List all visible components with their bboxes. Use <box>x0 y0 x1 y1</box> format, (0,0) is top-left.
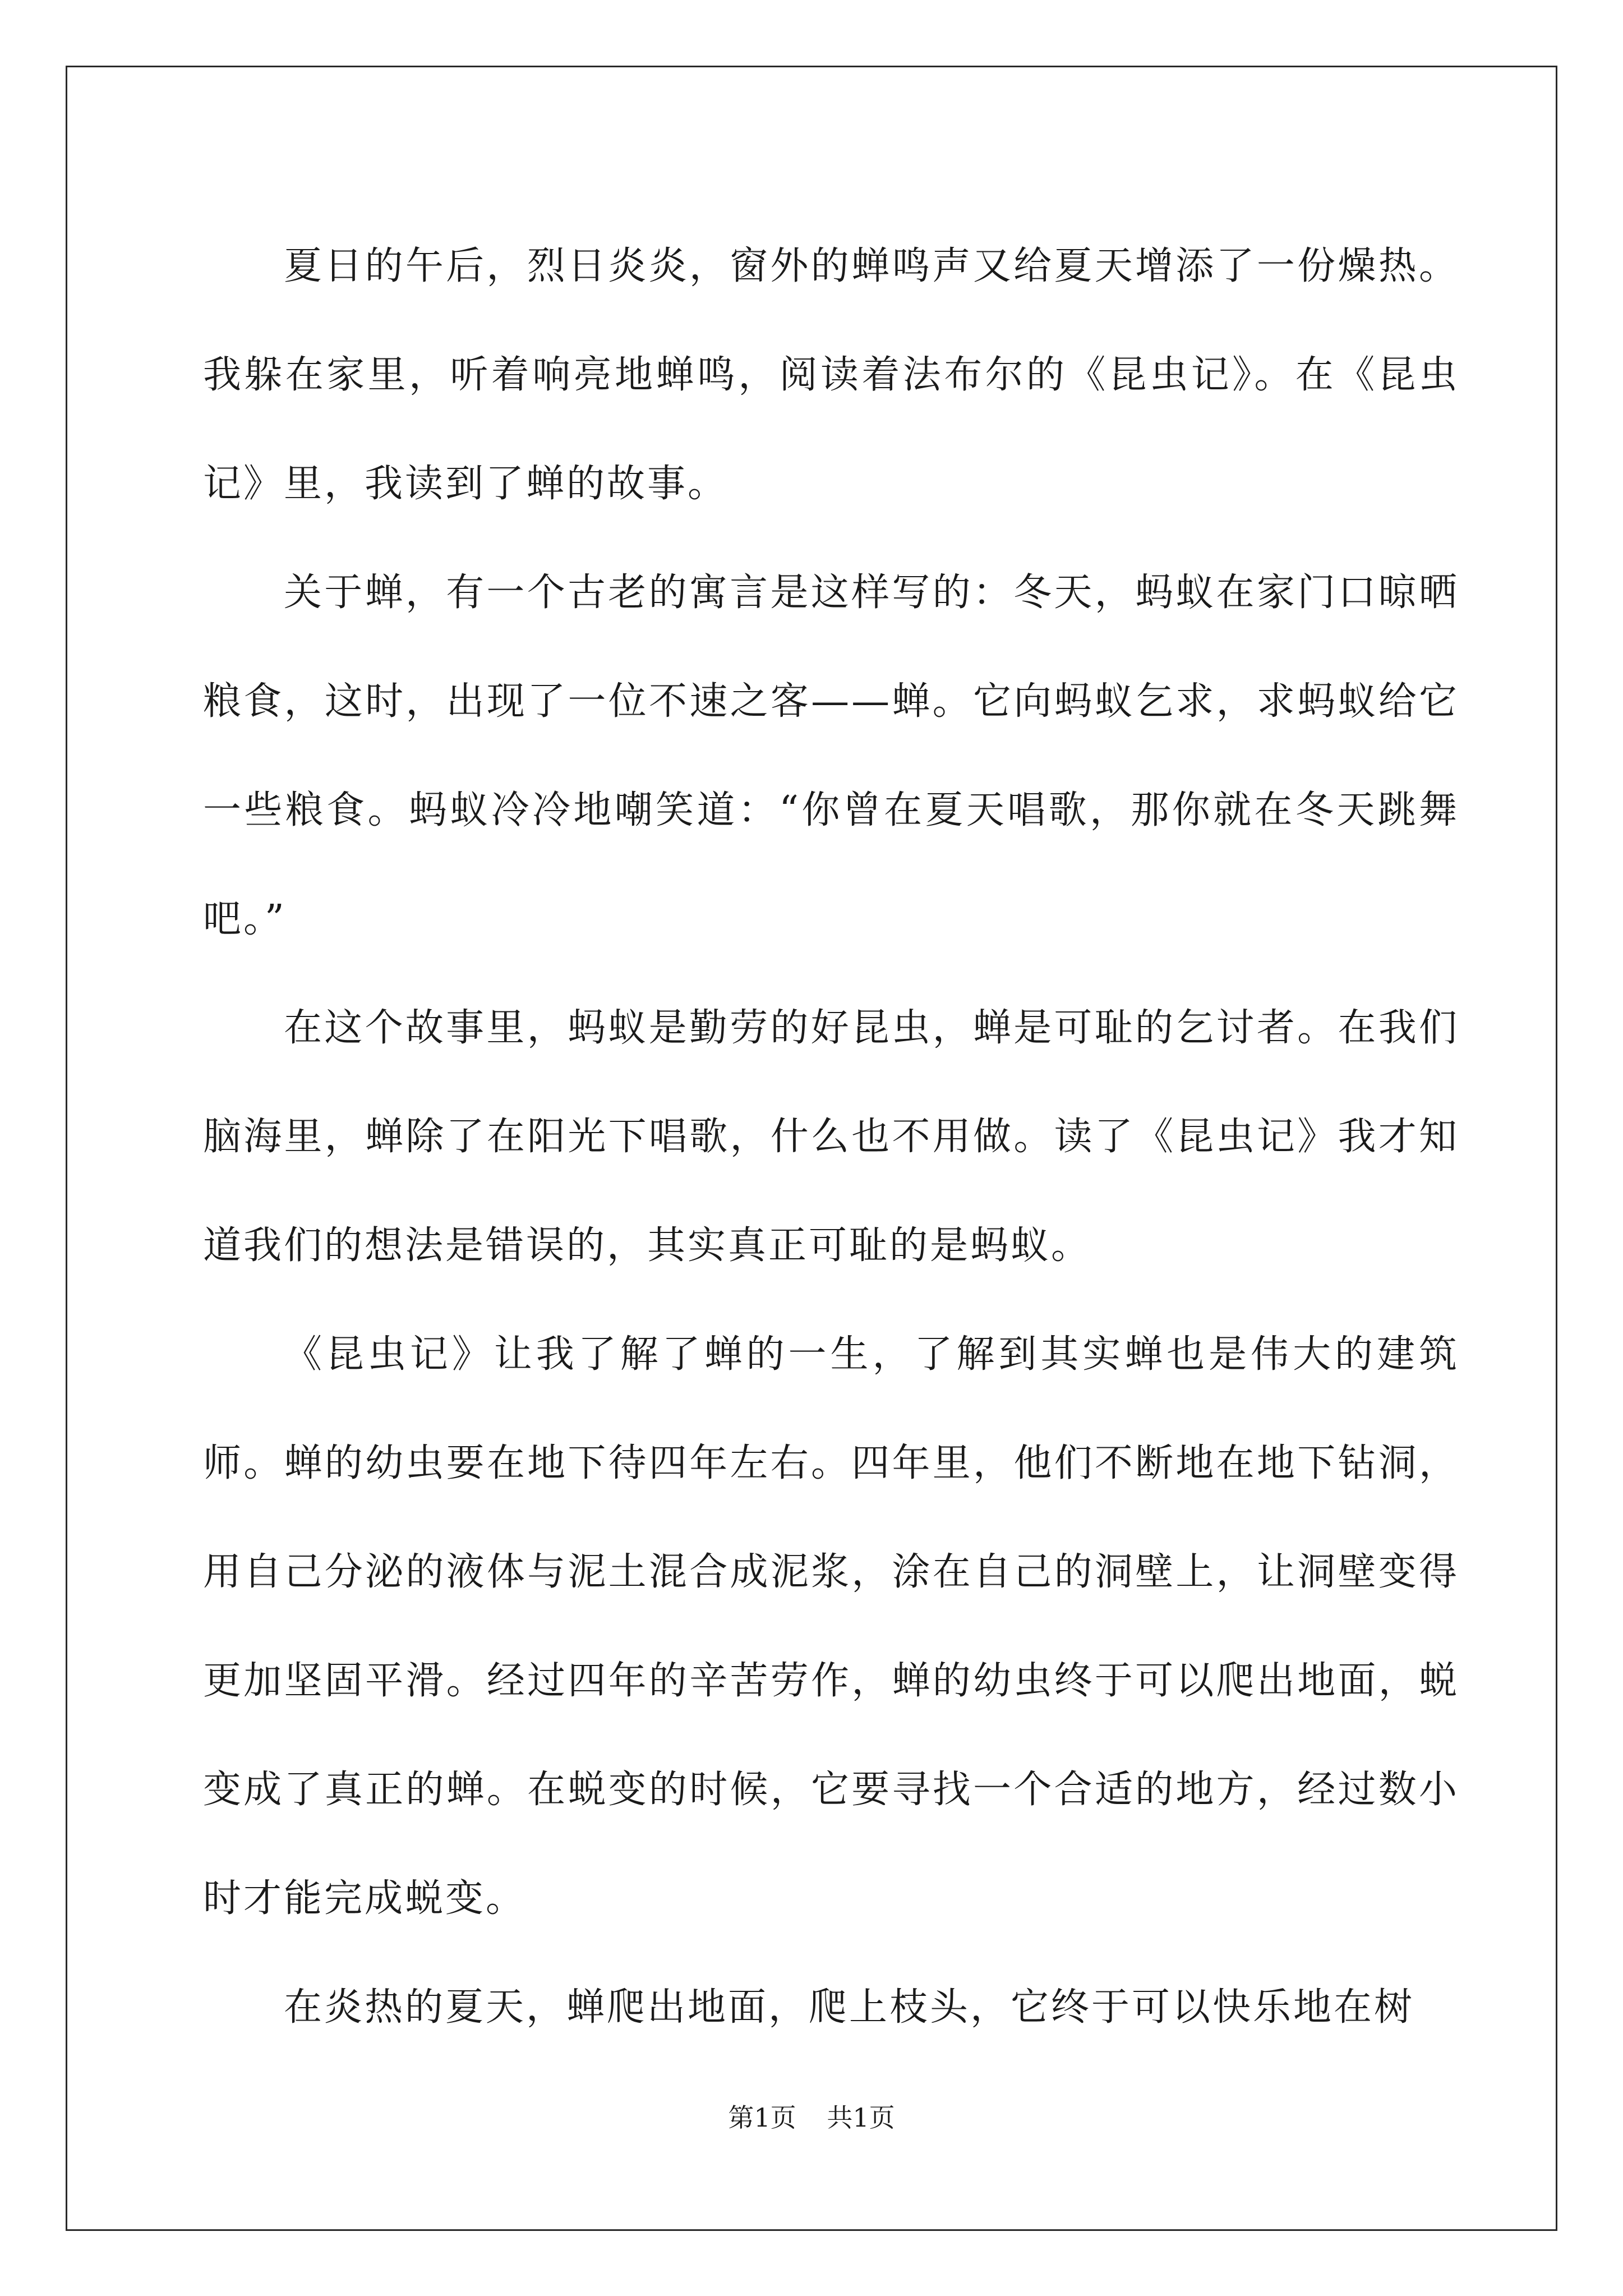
page-number-current: 第1页 <box>728 2102 796 2133</box>
paragraph-5: 在炎热的夏天，蝉爬出地面，爬上枝头，它终于可以快乐地在树 <box>284 1985 1415 2030</box>
paragraph-4: 《昆虫记》让我了解了蝉的一生，了解到其实蝉也是伟大的建筑师。蝉的幼虫要在地下待四年左右。四年里，他们不断地在地下钻洞，用自己分泌的液体与泥土混合成泥浆，涂在自己的洞壁上，让洞壁变得更加坚固平滑。经过四年的辛苦劳作，蝉的幼虫终于可以爬出地面，蜕变成了真正的蝉。在蜕变的时候，它要寻找一个合适的地方，经过数小时才能完成蜕变。 <box>203 1332 1459 1921</box>
page-footer <box>0 2101 1623 2134</box>
paragraph-1: 夏日的午后，烈日炎炎，窗外的蝉鸣声又给夏天增添了一份燥热。我躲在家里，听着响亮地蝉鸣，阅读着法布尔的《昆虫记》。在《昆虫记》里，我读到了蝉的故事。 <box>203 244 1459 506</box>
page-number-total: 共1页 <box>827 2102 895 2133</box>
paragraph-2: 关于蝉，有一个古老的寓言是这样写的：冬天，蚂蚁在家门口晾晒粮食，这时，出现了一位不速之客——蝉。它向蚂蚁乞求，求蚂蚁给它一些粮食。蚂蚁冷冷地嘲笑道：“你曾在夏天唱歌，那你就在冬天跳舞吧。” <box>203 570 1459 941</box>
paragraph-3: 在这个故事里，蚂蚁是勤劳的好昆虫，蝉是可耻的乞讨者。在我们脑海里，蝉除了在阳光下唱歌，什么也不用做。读了《昆虫记》我才知道我们的想法是错误的，其实真正可耻的是蚂蚁。 <box>203 1006 1459 1268</box>
document-body <box>203 212 1459 2062</box>
